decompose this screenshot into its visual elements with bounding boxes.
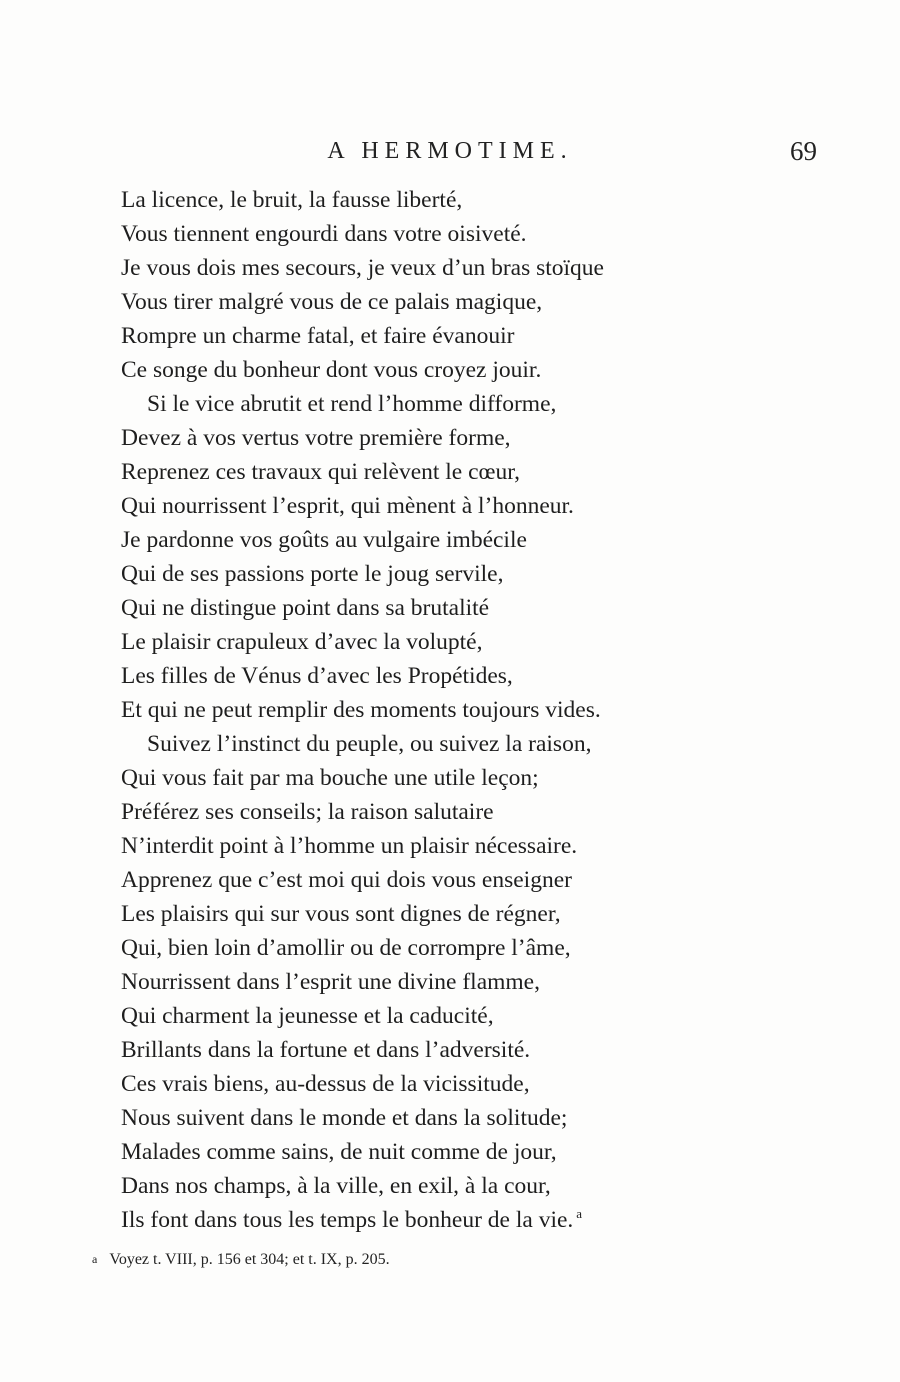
verse-line: Qui vous fait par ma bouche une utile leçon; [121, 765, 539, 791]
verse-line: Je pardonne vos goûts au vulgaire imbécile [121, 527, 527, 553]
verse-line: Vous tiennent engourdi dans votre oisiveté. [121, 221, 527, 247]
verse-line: Préférez ses conseils; la raison salutaire [121, 799, 494, 825]
verse-line: Brillants dans la fortune et dans l’adversité. [121, 1037, 531, 1063]
footnote-reference[interactable]: a [576, 1206, 583, 1222]
verse-line: Nourrissent dans l’esprit une divine flamme, [121, 969, 540, 995]
verse-line: La licence, le bruit, la fausse liberté, [121, 187, 463, 213]
verse-line: Apprenez que c’est moi qui dois vous enseigner [121, 867, 572, 893]
verse-line: Reprenez ces travaux qui relèvent le cœur, [121, 459, 521, 485]
verse-line: Le plaisir crapuleux d’avec la volupté, [121, 629, 483, 655]
verse-line: Qui charment la jeunesse et la caducité, [121, 1003, 494, 1029]
verse-line: Les filles de Vénus d’avec les Propétides, [121, 663, 513, 689]
running-title: A HERMOTIME. [327, 138, 573, 164]
verse-line: Suivez l’instinct du peuple, ou suivez la raison, [147, 731, 592, 757]
verse-line: Ce songe du bonheur dont vous croyez jouir. [121, 357, 542, 383]
verse-line: Nous suivent dans le monde et dans la solitude; [121, 1105, 568, 1131]
verse-line: Qui nourrissent l’esprit, qui mènent à l’honneur. [121, 493, 574, 519]
verse-line: Dans nos champs, à la ville, en exil, à la cour, [121, 1173, 551, 1199]
verse-line: Vous tirer malgré vous de ce palais magique, [121, 289, 543, 315]
footnote [92, 1251, 390, 1269]
verse-line: Ils font dans tous les temps le bonheur de la vie. $^a$ [121, 1206, 583, 1233]
verse-line: Qui ne distingue point dans sa brutalité [121, 595, 490, 621]
verse-line: Et qui ne peut remplir des moments toujours vides. [121, 697, 601, 723]
footnote-text: Voyez t. VIII, p. 156 et 304; et t. IX, p. 205. [109, 1251, 390, 1268]
poem [121, 183, 761, 1237]
page-number: 69 [790, 136, 817, 166]
verse-line: Les plaisirs qui sur vous sont dignes de régner, [121, 901, 561, 927]
verse-line: Si le vice abrutit et rend l’homme difforme, [147, 391, 557, 417]
verse-line: Devez à vos vertus votre première forme, [121, 425, 511, 451]
verse-line: N’interdit point à l’homme un plaisir nécessaire. [121, 833, 578, 859]
verse-line: Rompre un charme fatal, et faire évanouir [121, 323, 515, 349]
verse-line: Je vous dois mes secours, je veux d’un bras stoïque [121, 255, 604, 281]
verse-line: Qui de ses passions porte le joug servile, [121, 561, 504, 587]
footnote-mark: a [92, 1252, 98, 1266]
verse-line: Qui, bien loin d’amollir ou de corrompre l’âme, [121, 935, 571, 961]
verse-line: Ces vrais biens, au-dessus de la vicissitude, [121, 1071, 530, 1097]
verse-line: Malades comme sains, de nuit comme de jour, [121, 1139, 557, 1165]
